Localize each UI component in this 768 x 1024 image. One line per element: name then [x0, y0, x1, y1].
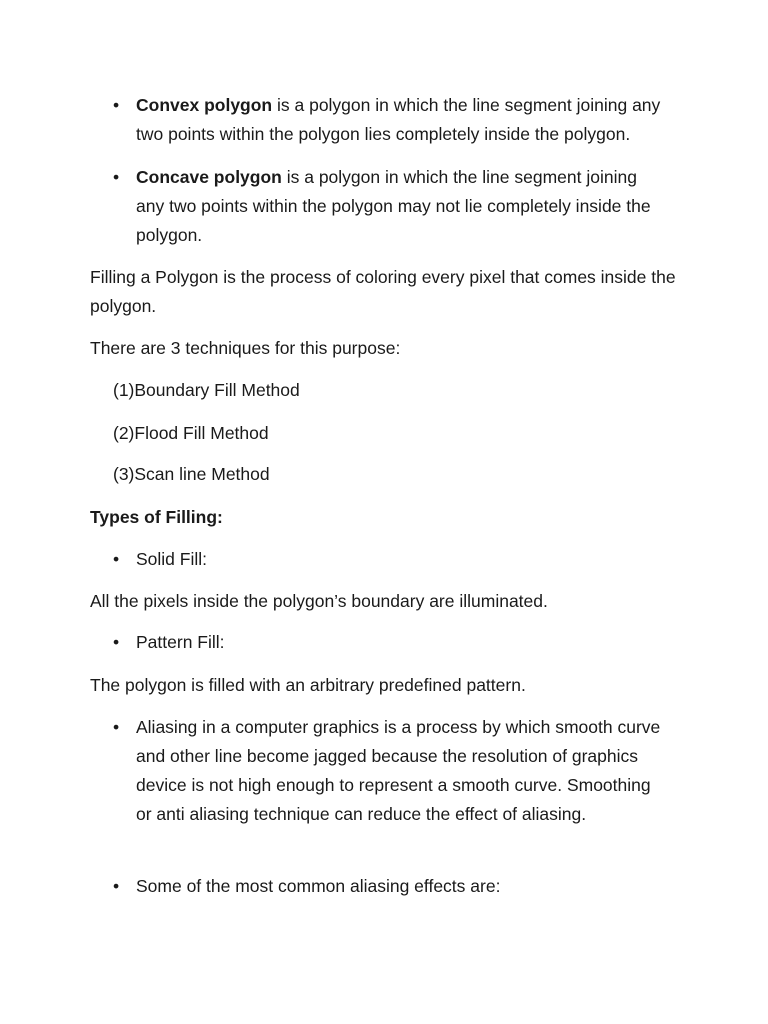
types-of-filling-heading: Types of Filling: — [90, 507, 223, 527]
bullet-icon: • — [113, 549, 120, 569]
pattern-fill-bullet — [113, 628, 673, 657]
concave-polygon-text — [136, 163, 666, 250]
solid-fill-label: Solid Fill: — [136, 549, 207, 569]
aliasing-effects-text: Some of the most common aliasing effects are: — [136, 876, 501, 896]
pattern-fill-description: The polygon is filled with an arbitrary predefined pattern. — [90, 675, 526, 695]
concave-polygon-term: Concave polygon — [136, 167, 282, 187]
technique-item: (1)Boundary Fill Method — [113, 380, 300, 400]
aliasing-text: Aliasing in a computer graphics is a process by which smooth curve and other line become jagged because the resolution of graphics device is not high enough to represent a smooth curve. Smoothing or anti aliasing technique can reduce the effect of aliasing. — [136, 717, 661, 824]
pattern-fill-label: Pattern Fill: — [136, 632, 225, 652]
aliasing-effects-bullet — [113, 872, 673, 901]
solid-fill-description: All the pixels inside the polygon’s boundary are illuminated. — [90, 591, 548, 611]
bullet-icon: • — [113, 167, 120, 187]
technique-item: (3)Scan line Method — [113, 464, 270, 484]
convex-polygon-term: Convex polygon — [136, 95, 273, 115]
solid-fill-bullet — [113, 545, 673, 574]
convex-polygon-definition: is a polygon in which the line segment joining any two points within the polygon lies completely inside the polygon. — [136, 95, 661, 144]
convex-polygon-bullet — [113, 91, 673, 149]
technique-item: (2)Flood Fill Method — [113, 423, 269, 443]
filling-intro-paragraph: Filling a Polygon is the process of coloring every pixel that comes inside the polygon. — [90, 267, 676, 316]
bullet-icon: • — [113, 717, 120, 737]
convex-polygon-text — [136, 91, 673, 149]
bullet-icon: • — [113, 95, 120, 115]
concave-polygon-definition: is a polygon in which the line segment joining any two points within the polygon may not lie completely inside the polygon. — [136, 167, 651, 245]
techniques-intro: There are 3 techniques for this purpose: — [90, 338, 401, 358]
bullet-icon: • — [113, 876, 120, 896]
bullet-icon: • — [113, 632, 120, 652]
concave-polygon-bullet — [113, 163, 673, 250]
aliasing-bullet — [113, 713, 673, 829]
